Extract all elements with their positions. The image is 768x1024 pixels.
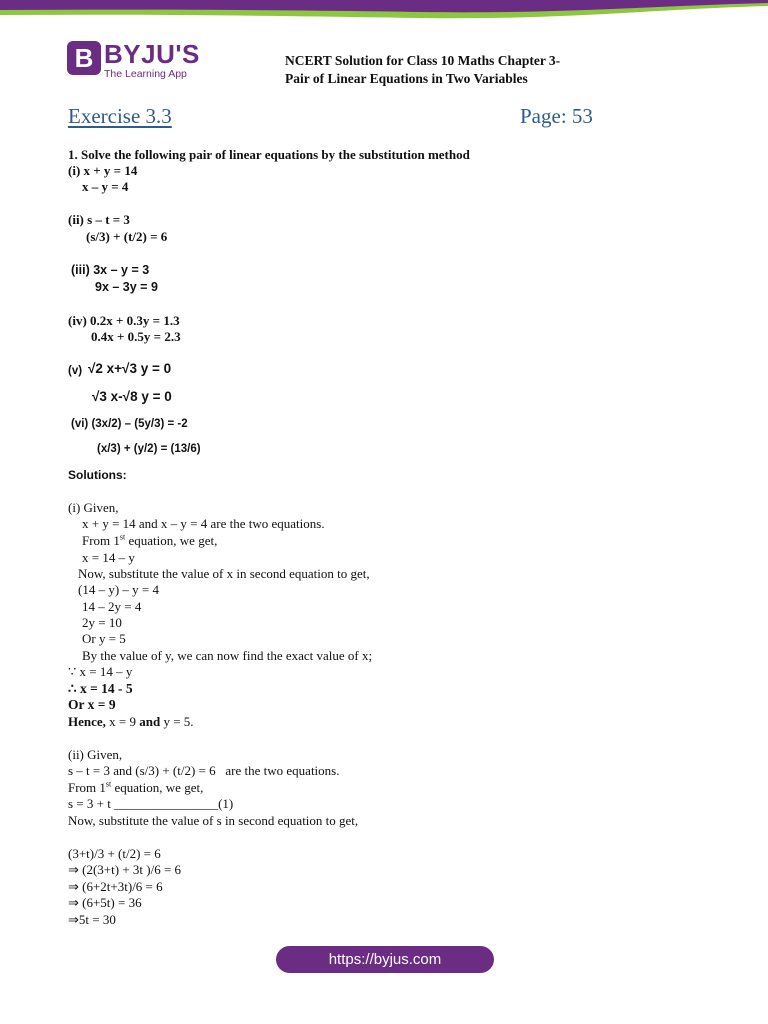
solution-line: Now, substitute the value of s in second equation to get, bbox=[68, 813, 359, 828]
solution-line: Hence, x = 9 and y = 5. bbox=[68, 714, 194, 729]
solution-line: Or y = 5 bbox=[82, 631, 126, 646]
solution-line: 2y = 10 bbox=[82, 615, 122, 630]
solution-line: (3+t)/3 + (t/2) = 6 bbox=[68, 846, 161, 861]
solution-line: x = 14 – y bbox=[82, 550, 135, 565]
solution-line: (ii) Given, bbox=[68, 747, 123, 762]
solution-line: s = 3 + t ________________(1) bbox=[68, 796, 234, 811]
logo-name: BYJU'S bbox=[104, 39, 200, 69]
solution-line: Or x = 9 bbox=[68, 697, 116, 712]
question-line: (s/3) + (t/2) = 6 bbox=[86, 229, 168, 244]
page-number: Page: 53 bbox=[520, 104, 593, 128]
solution-line: By the value of y, we can now find the exact value of x; bbox=[82, 648, 373, 663]
question-line: (v) bbox=[68, 365, 83, 377]
solution-line: ∵ x = 14 – y bbox=[68, 664, 133, 679]
document-header-title: NCERT Solution for Class 10 Maths Chapter 3- Pair of Linear Equations in Two Variables bbox=[285, 53, 561, 86]
solution-line: From 1st equation, we get, bbox=[82, 532, 218, 548]
solutions-heading: Solutions: bbox=[68, 468, 127, 482]
solution-line: ∴ x = 14 - 5 bbox=[68, 681, 133, 696]
question-line: √2 x+√3 y = 0 bbox=[88, 361, 172, 376]
logo-tagline: The Learning App bbox=[104, 68, 187, 80]
question-line: (iv) 0.2x + 0.3y = 1.3 bbox=[68, 313, 180, 328]
solution-line: ⇒5t = 30 bbox=[68, 912, 116, 927]
question-line: 9x – 3y = 9 bbox=[95, 280, 158, 294]
question-line: (i) x + y = 14 bbox=[68, 163, 138, 178]
solution-line: ⇒ (6+2t+3t)/6 = 6 bbox=[68, 879, 163, 894]
question-line: 0.4x + 0.5y = 2.3 bbox=[91, 329, 181, 344]
footer-website-link[interactable]: https://byjus.com bbox=[276, 946, 494, 973]
solution-line: 14 – 2y = 4 bbox=[82, 599, 142, 614]
solution-line: ⇒ (2(3+t) + 3t )/6 = 6 bbox=[68, 862, 182, 877]
solution-line: ⇒ (6+5t) = 36 bbox=[68, 895, 142, 910]
byjus-logo bbox=[67, 41, 200, 80]
question-heading: 1. Solve the following pair of linear equations by the substitution method bbox=[68, 147, 470, 162]
question-line: √3 x-√8 y = 0 bbox=[92, 389, 172, 404]
solution-line: s – t = 3 and (s/3) + (t/2) = 6 are the two equations. bbox=[68, 763, 340, 778]
solution-line: Now, substitute the value of x in second equation to get, bbox=[78, 566, 370, 581]
question-line: (iii) 3x – y = 3 bbox=[71, 263, 150, 277]
exercise-title: Exercise 3.3 bbox=[68, 104, 172, 128]
solution-line: x + y = 14 and x – y = 4 are the two equations. bbox=[82, 516, 325, 531]
question-line: (ii) s – t = 3 bbox=[68, 212, 130, 227]
logo-mark: B bbox=[67, 41, 101, 75]
top-decorative-band bbox=[0, 0, 768, 26]
solution-line: From 1st equation, we get, bbox=[68, 779, 204, 795]
question-line: (vi) (3x/2) – (5y/3) = -2 bbox=[71, 418, 188, 430]
question-line: (x/3) + (y/2) = (13/6) bbox=[97, 443, 201, 455]
solution-line: (14 – y) – y = 4 bbox=[78, 582, 159, 597]
solution-line: (i) Given, bbox=[68, 500, 119, 515]
question-line: x – y = 4 bbox=[82, 179, 129, 194]
